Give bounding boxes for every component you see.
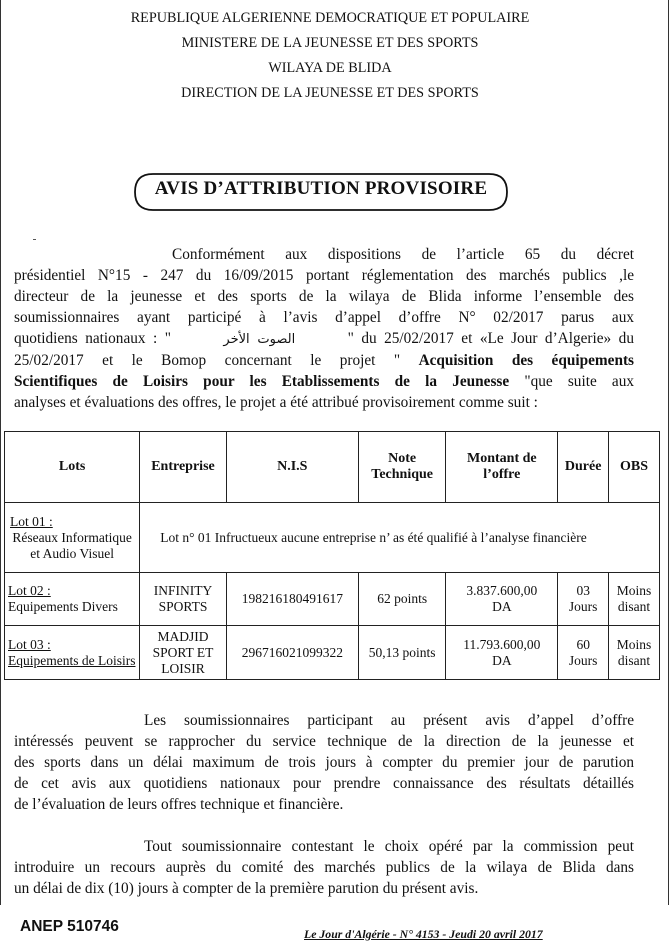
recours-paragraph <box>14 836 634 899</box>
lot-cell <box>5 573 140 626</box>
obs-cell: Moins disant <box>609 626 660 680</box>
montant-currency: DA <box>492 652 512 668</box>
header-direction: DIRECTION DE LA JEUNESSE ET DES SPORTS <box>181 85 479 101</box>
margin-mark <box>33 239 36 240</box>
para3-line-1: Tout soumissionnaire contestant le choix opéré par la commission peut <box>144 838 634 855</box>
entreprise-cell: INFINITY SPORTS <box>140 573 226 626</box>
duree-cell <box>558 626 609 680</box>
attribution-table <box>4 431 660 680</box>
montant-currency: DA <box>492 599 512 614</box>
duree-value: 60 <box>576 636 590 652</box>
para2-line-4: de cet avis aux quotidiens nationaux pour prendre connaissance des résultats détaillés <box>14 775 634 792</box>
intro-line-2: présidentiel N°15 - 247 du 16/09/2015 portant réglementation des marchés publics ,le <box>14 267 634 284</box>
newspaper-arabic-name: الصوت الأخر <box>223 332 296 347</box>
duree-value: 03 <box>576 583 590 598</box>
header-note-technique: Note Technique <box>358 432 445 503</box>
para2-line-1: Les soumissionnaires participant au présent avis d’appel d’offre <box>144 712 634 729</box>
intro-line-5-a: quotidiens nationaux : " <box>14 330 172 347</box>
lot-label: Lot 01 : <box>10 513 53 529</box>
header-obs: OBS <box>609 432 660 503</box>
project-title-part-1: Acquisition des équipements <box>418 352 634 369</box>
lot-description: Réseaux Informatique et Audio Visuel <box>12 529 132 561</box>
table-row <box>5 626 660 680</box>
lot-cell <box>5 626 140 680</box>
intro-line-1: Conformément aux dispositions de l’article 65 du décret <box>172 246 634 263</box>
header-duree: Durée <box>558 432 609 503</box>
document-title: AVIS D’ATTRIBUTION PROVISOIRE <box>154 178 488 199</box>
header-montant: Montant de l’offre <box>446 432 558 503</box>
intro-line-5-b: " du 25/02/2017 et «Le Jour d’Algerie» du <box>347 330 634 347</box>
anep-reference: ANEP 510746 <box>20 918 119 935</box>
lot-description: Equipements de Loisirs <box>8 652 136 668</box>
page-border-left <box>0 0 1 905</box>
montant-cell <box>446 626 558 680</box>
intro-line-5 <box>14 328 634 350</box>
nis-cell: 198216180491617 <box>226 573 358 626</box>
table-row <box>5 503 660 573</box>
entreprise-cell: MADJID SPORT ET LOISIR <box>140 626 226 680</box>
duree-unit: Jours <box>568 652 598 668</box>
para2-line-5: de l’évaluation de leurs offres technique et financière. <box>14 796 344 813</box>
para3-line-3: un délai de dix (10) jours à compter de la première parution du présent avis. <box>14 880 479 897</box>
montant-cell <box>446 573 558 626</box>
table-header-row <box>5 432 660 503</box>
project-title-part-2: Scientifiques de Loisirs pour les Etablissements de la Jeunesse <box>14 373 510 390</box>
header-entreprise: Entreprise <box>140 432 226 503</box>
header-nis: N.I.S <box>226 432 358 503</box>
duree-cell <box>558 573 609 626</box>
lot-cell <box>5 503 140 573</box>
header-republic: REPUBLIQUE ALGERIENNE DEMOCRATIQUE ET POPULAIRE <box>130 10 530 26</box>
header-lots: Lots <box>5 432 140 503</box>
lot-label: Lot 02 : <box>8 583 51 598</box>
montant-value: 11.793.600,00 <box>463 636 541 652</box>
page-border-right <box>668 0 669 905</box>
table-row <box>5 573 660 626</box>
intro-line-3: directeur de la jeunesse et des sports de la wilaya de Blida informe l’ensemble des <box>14 288 634 305</box>
intro-paragraph <box>14 244 634 413</box>
montant-value: 3.837.600,00 <box>466 583 538 598</box>
intro-line-4: soumissionnaires ayant participé à l’avis d’appel d’offre N° 02/2017 parus aux <box>14 309 634 326</box>
journal-reference: Le Jour d'Algérie - N° 4153 - Jeudi 20 avril 2017 <box>304 927 543 941</box>
intro-line-7 <box>14 371 634 392</box>
lot-unsuccessful-note: Lot n° 01 Infructueux aucune entreprise n’ as été qualifié à l’analyse financière <box>140 503 660 573</box>
intro-line-7-b: "que suite aux <box>509 373 634 390</box>
duree-unit: Jours <box>568 599 598 614</box>
intro-line-6-a: 25/02/2017 et le Bomop concernant le projet " <box>14 352 401 369</box>
intro-line-6 <box>14 350 634 371</box>
lot-label: Lot 03 : <box>8 636 51 652</box>
nis-cell: 296716021099322 <box>226 626 358 680</box>
obs-cell: Moins disant <box>609 573 660 626</box>
document-header <box>0 6 660 106</box>
header-wilaya: WILAYA DE BLIDA <box>268 60 392 76</box>
para3-line-2: introduire un recours auprès du comité des marchés publics de la wilaya de Blida dans <box>14 859 634 876</box>
lot-description: Equipements Divers <box>8 599 118 614</box>
para2-line-3: des sports dans un délai maximum de trois jours à compter du premier jour de parution <box>14 754 634 771</box>
consultation-paragraph <box>14 710 634 815</box>
para2-line-2: intéressés peuvent se rapprocher du service technique de la direction de la jeunesse et <box>14 733 634 750</box>
note-cell: 62 points <box>358 573 445 626</box>
intro-line-8: analyses et évaluations des offres, le projet a été attribué provisoirement comme suit : <box>14 394 538 411</box>
note-cell: 50,13 points <box>358 626 445 680</box>
header-ministry: MINISTERE DE LA JEUNESSE ET DES SPORTS <box>181 35 479 51</box>
